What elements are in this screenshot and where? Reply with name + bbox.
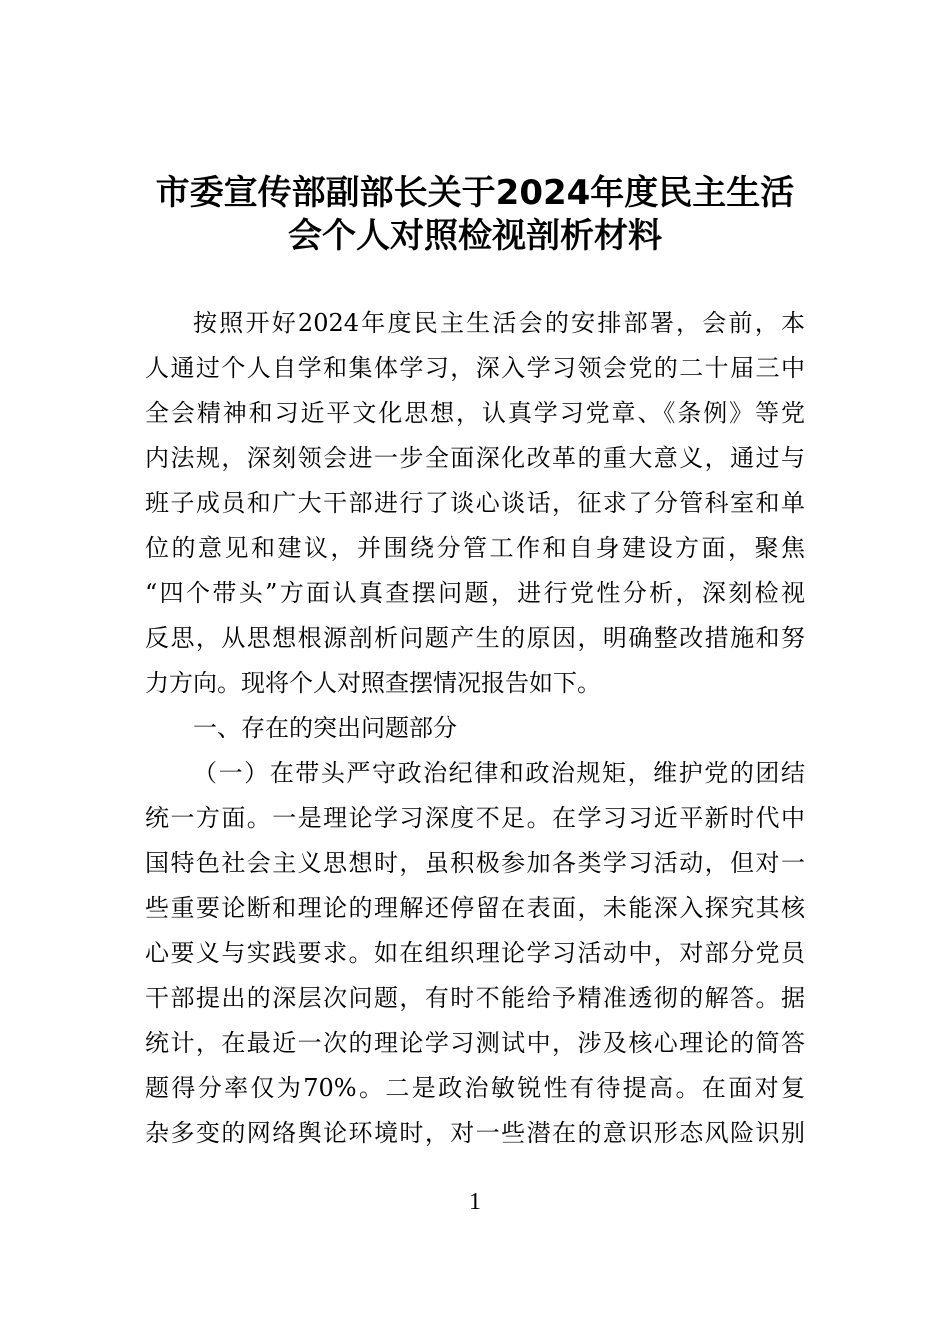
intro-line: “四个带头”方面认真查摆问题，进行党性分析，深刻检视 [145, 579, 805, 607]
document-title-line-2: 会个人对照检视剖析材料 [288, 216, 662, 256]
section-line: （一）在带头严守政治纪律和政治规矩，维护党的团结 [193, 759, 805, 787]
intro-line: 按照开好2024年度民主生活会的安排部署，会前，本 [193, 309, 805, 337]
intro-line: 力方向。现将个人对照查摆情况报告如下。 [145, 669, 601, 697]
intro-line: 班子成员和广大干部进行了谈心谈话，征求了分管科室和单 [145, 489, 805, 517]
document-title-line-1: 市委宣传部副部长关于2024年度民主生活 [155, 173, 795, 213]
intro-line: 人通过个人自学和集体学习，深入学习领会党的二十届三中 [145, 354, 805, 382]
section-line: 统一方面。一是理论学习深度不足。在学习习近平新时代中 [145, 804, 805, 832]
section-line: 题得分率仅为70%。二是政治敏锐性有待提高。在面对复 [145, 1074, 805, 1102]
section-line: 些重要论断和理论的理解还停留在表面，未能深入探究其核 [145, 894, 805, 922]
page-number: 1 [469, 1189, 481, 1215]
intro-line: 反思，从思想根源剖析问题产生的原因，明确整改措施和努 [145, 624, 805, 652]
section-line: 统计，在最近一次的理论学习测试中，涉及核心理论的简答 [145, 1029, 805, 1057]
section-heading: 一、存在的突出问题部分 [193, 714, 457, 742]
section-line: 国特色社会主义思想时，虽积极参加各类学习活动，但对一 [145, 849, 805, 877]
intro-line: 位的意见和建议，并围绕分管工作和自身建设方面，聚焦 [145, 534, 805, 562]
section-line: 心要义与实践要求。如在组织理论学习活动中，对部分党员 [145, 939, 805, 967]
intro-line: 全会精神和习近平文化思想，认真学习党章、《条例》等党 [145, 399, 805, 427]
intro-line: 内法规，深刻领会进一步全面深化改革的重大意义，通过与 [145, 444, 805, 472]
section-line: 干部提出的深层次问题，有时不能给予精准透彻的解答。据 [145, 984, 805, 1012]
section-line: 杂多变的网络舆论环境时，对一些潜在的意识形态风险识别 [145, 1119, 805, 1147]
